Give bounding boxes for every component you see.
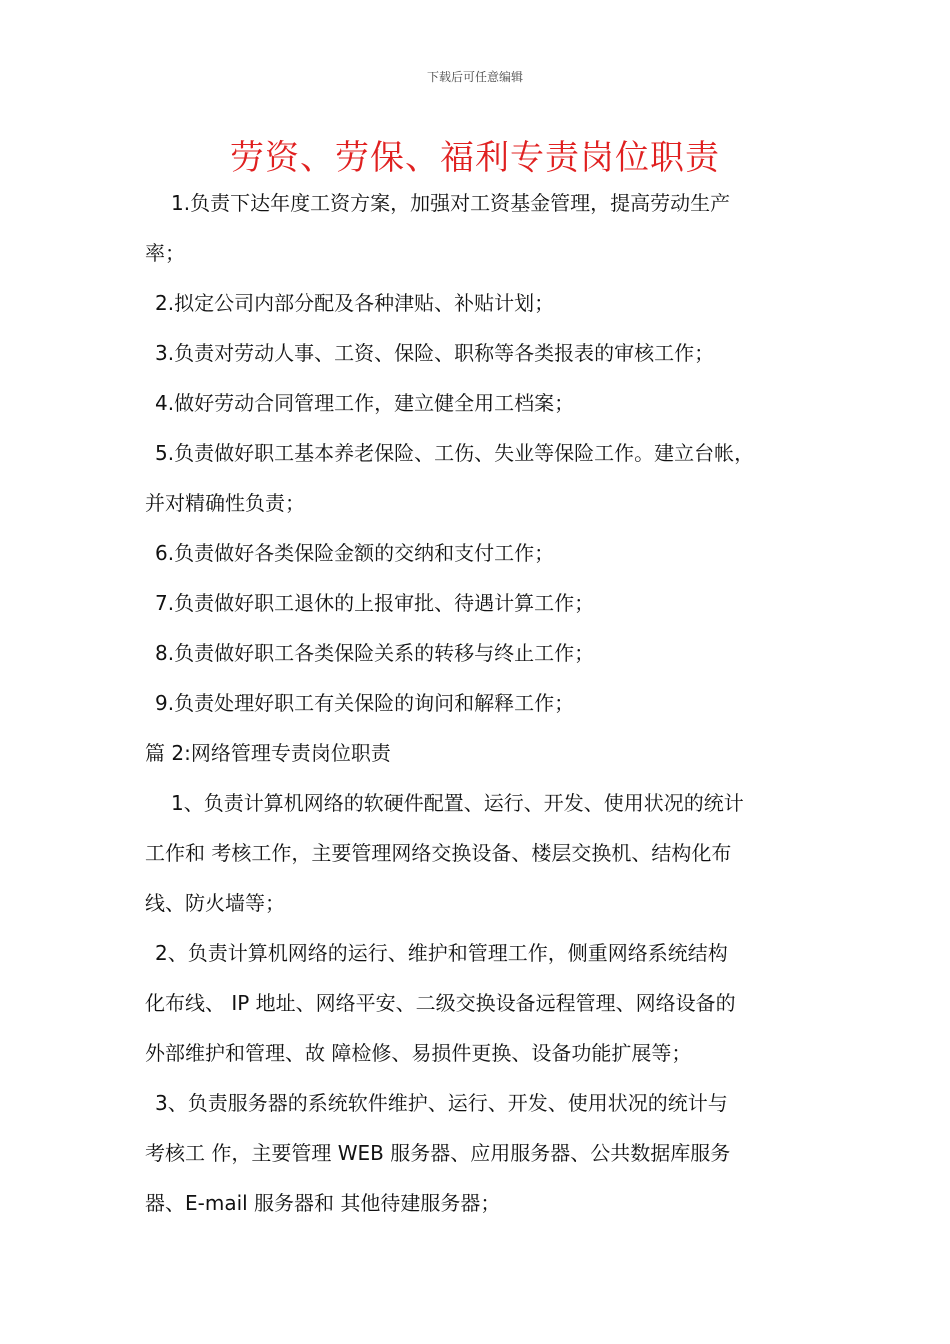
header-note: 下载后可任意编辑 xyxy=(426,70,523,84)
document-body xyxy=(145,178,825,1228)
paragraph-line: 4.做好劳动合同管理工作，建立健全用工档案； xyxy=(155,391,575,415)
paragraph-line: 1、负责计算机网络的软硬件配置、运行、开发、使用状况的统计 xyxy=(171,791,744,815)
paragraph-line: 化布线、 IP 地址、网络平安、二级交换设备远程管理、网络设备的 xyxy=(145,991,736,1015)
document-title: 劳资、劳保、福利专责岗位职责 xyxy=(230,138,720,178)
paragraph-line: 器、E-mail 服务器和 其他待建服务器； xyxy=(145,1191,501,1215)
paragraph-line: 5.负责做好职工基本养老保险、工伤、失业等保险工作。建立台帐， xyxy=(155,441,755,465)
paragraph-line: 并对精确性负责； xyxy=(145,491,305,515)
paragraph-line: 8.负责做好职工各类保险关系的转移与终止工作； xyxy=(155,641,595,665)
section-heading: 篇 2:网络管理专责岗位职责 xyxy=(145,741,391,765)
paragraph-line: 2、负责计算机网络的运行、维护和管理工作，侧重网络系统结构 xyxy=(155,941,728,965)
paragraph-line: 考核工 作，主要管理 WEB 服务器、应用服务器、公共数据库服务 xyxy=(145,1141,731,1165)
paragraph-line: 7.负责做好职工退休的上报审批、待遇计算工作； xyxy=(155,591,595,615)
paragraph-line: 工作和 考核工作，主要管理网络交换设备、楼层交换机、结构化布 xyxy=(145,841,732,865)
paragraph-line: 线、防火墙等； xyxy=(145,891,285,915)
paragraph-line: 6.负责做好各类保险金额的交纳和支付工作； xyxy=(155,541,555,565)
paragraph-line: 1.负责下达年度工资方案，加强对工资基金管理，提高劳动生产 xyxy=(171,191,731,215)
paragraph-line: 外部维护和管理、故 障检修、易损件更换、设备功能扩展等； xyxy=(145,1041,692,1065)
paragraph-line: 2.拟定公司内部分配及各种津贴、补贴计划； xyxy=(155,291,555,315)
paragraph-line: 率； xyxy=(145,241,185,265)
paragraph-line: 3.负责对劳动人事、工资、保险、职称等各类报表的审核工作； xyxy=(155,341,715,365)
paragraph-line: 9.负责处理好职工有关保险的询问和解释工作； xyxy=(155,691,575,715)
paragraph-line: 3、负责服务器的系统软件维护、运行、开发、使用状况的统计与 xyxy=(155,1091,728,1115)
